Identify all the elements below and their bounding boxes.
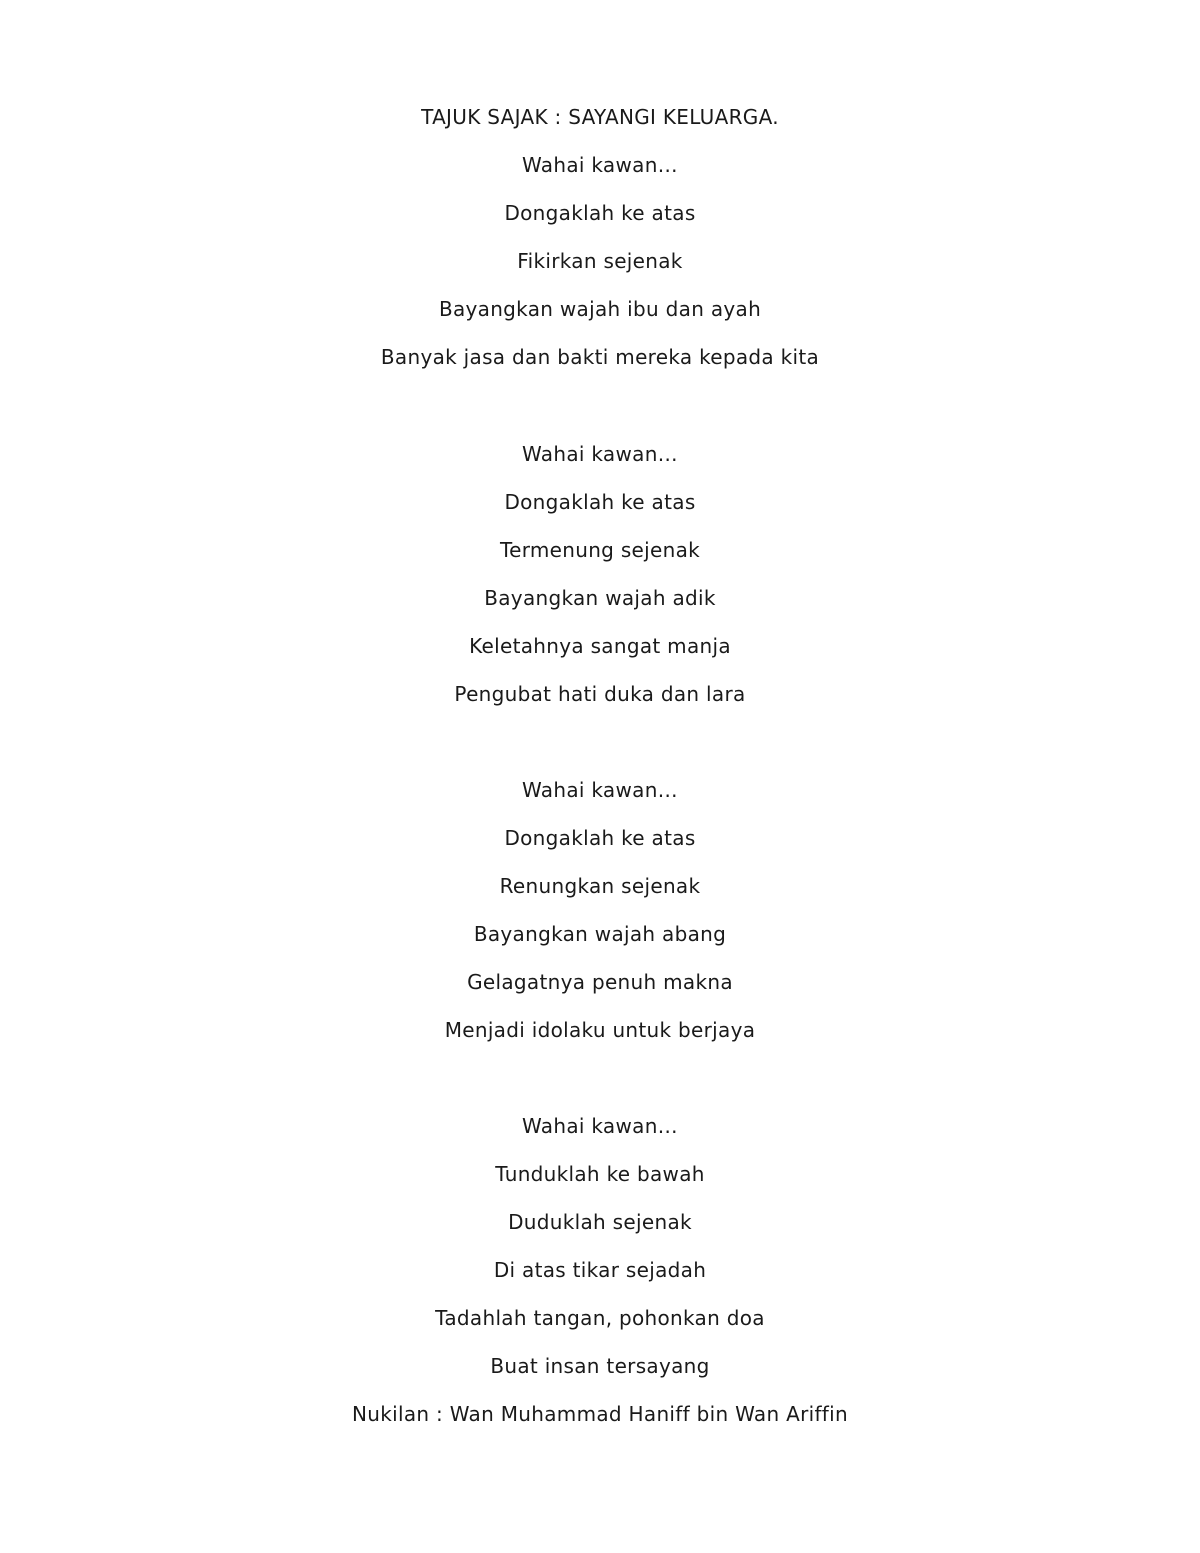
poem-author: Nukilan : Wan Muhammad Haniff bin Wan Ariffin [352, 1402, 848, 1426]
poem-line: Buat insan tersayang [490, 1354, 710, 1378]
poem-title: TAJUK SAJAK : SAYANGI KELUARGA. [421, 105, 779, 129]
poem-line: Termenung sejenak [499, 538, 701, 562]
poem-line: Bayangkan wajah ibu dan ayah [438, 297, 762, 321]
poem-line: Tunduklah ke bawah [495, 1162, 705, 1186]
poem-line: Wahai kawan… [522, 442, 678, 466]
poem-line: Tadahlah tangan, pohonkan doa [435, 1306, 765, 1330]
poem-line: Gelagatnya penuh makna [467, 970, 733, 994]
poem-line: Di atas tikar sejadah [493, 1258, 707, 1282]
poem-line: Wahai kawan… [522, 153, 678, 177]
poem-line: Pengubat hati duka dan lara [454, 682, 746, 706]
poem-line: Dongaklah ke atas [504, 826, 696, 850]
poem-line: Wahai kawan… [522, 1114, 678, 1138]
poem-line: Banyak jasa dan bakti mereka kepada kita [380, 345, 820, 369]
poem-line: Wahai kawan… [522, 778, 678, 802]
poem-line: Keletahnya sangat manja [469, 634, 731, 658]
poem-line: Dongaklah ke atas [504, 490, 696, 514]
poem-line: Dongaklah ke atas [504, 201, 696, 225]
poem-line: Fikirkan sejenak [517, 249, 683, 273]
poem-line: Bayangkan wajah adik [484, 586, 716, 610]
poem-line: Duduklah sejenak [508, 1210, 692, 1234]
poem-line: Renungkan sejenak [499, 874, 701, 898]
poem-line: Bayangkan wajah abang [473, 922, 727, 946]
poem-line: Menjadi idolaku untuk berjaya [444, 1018, 756, 1042]
